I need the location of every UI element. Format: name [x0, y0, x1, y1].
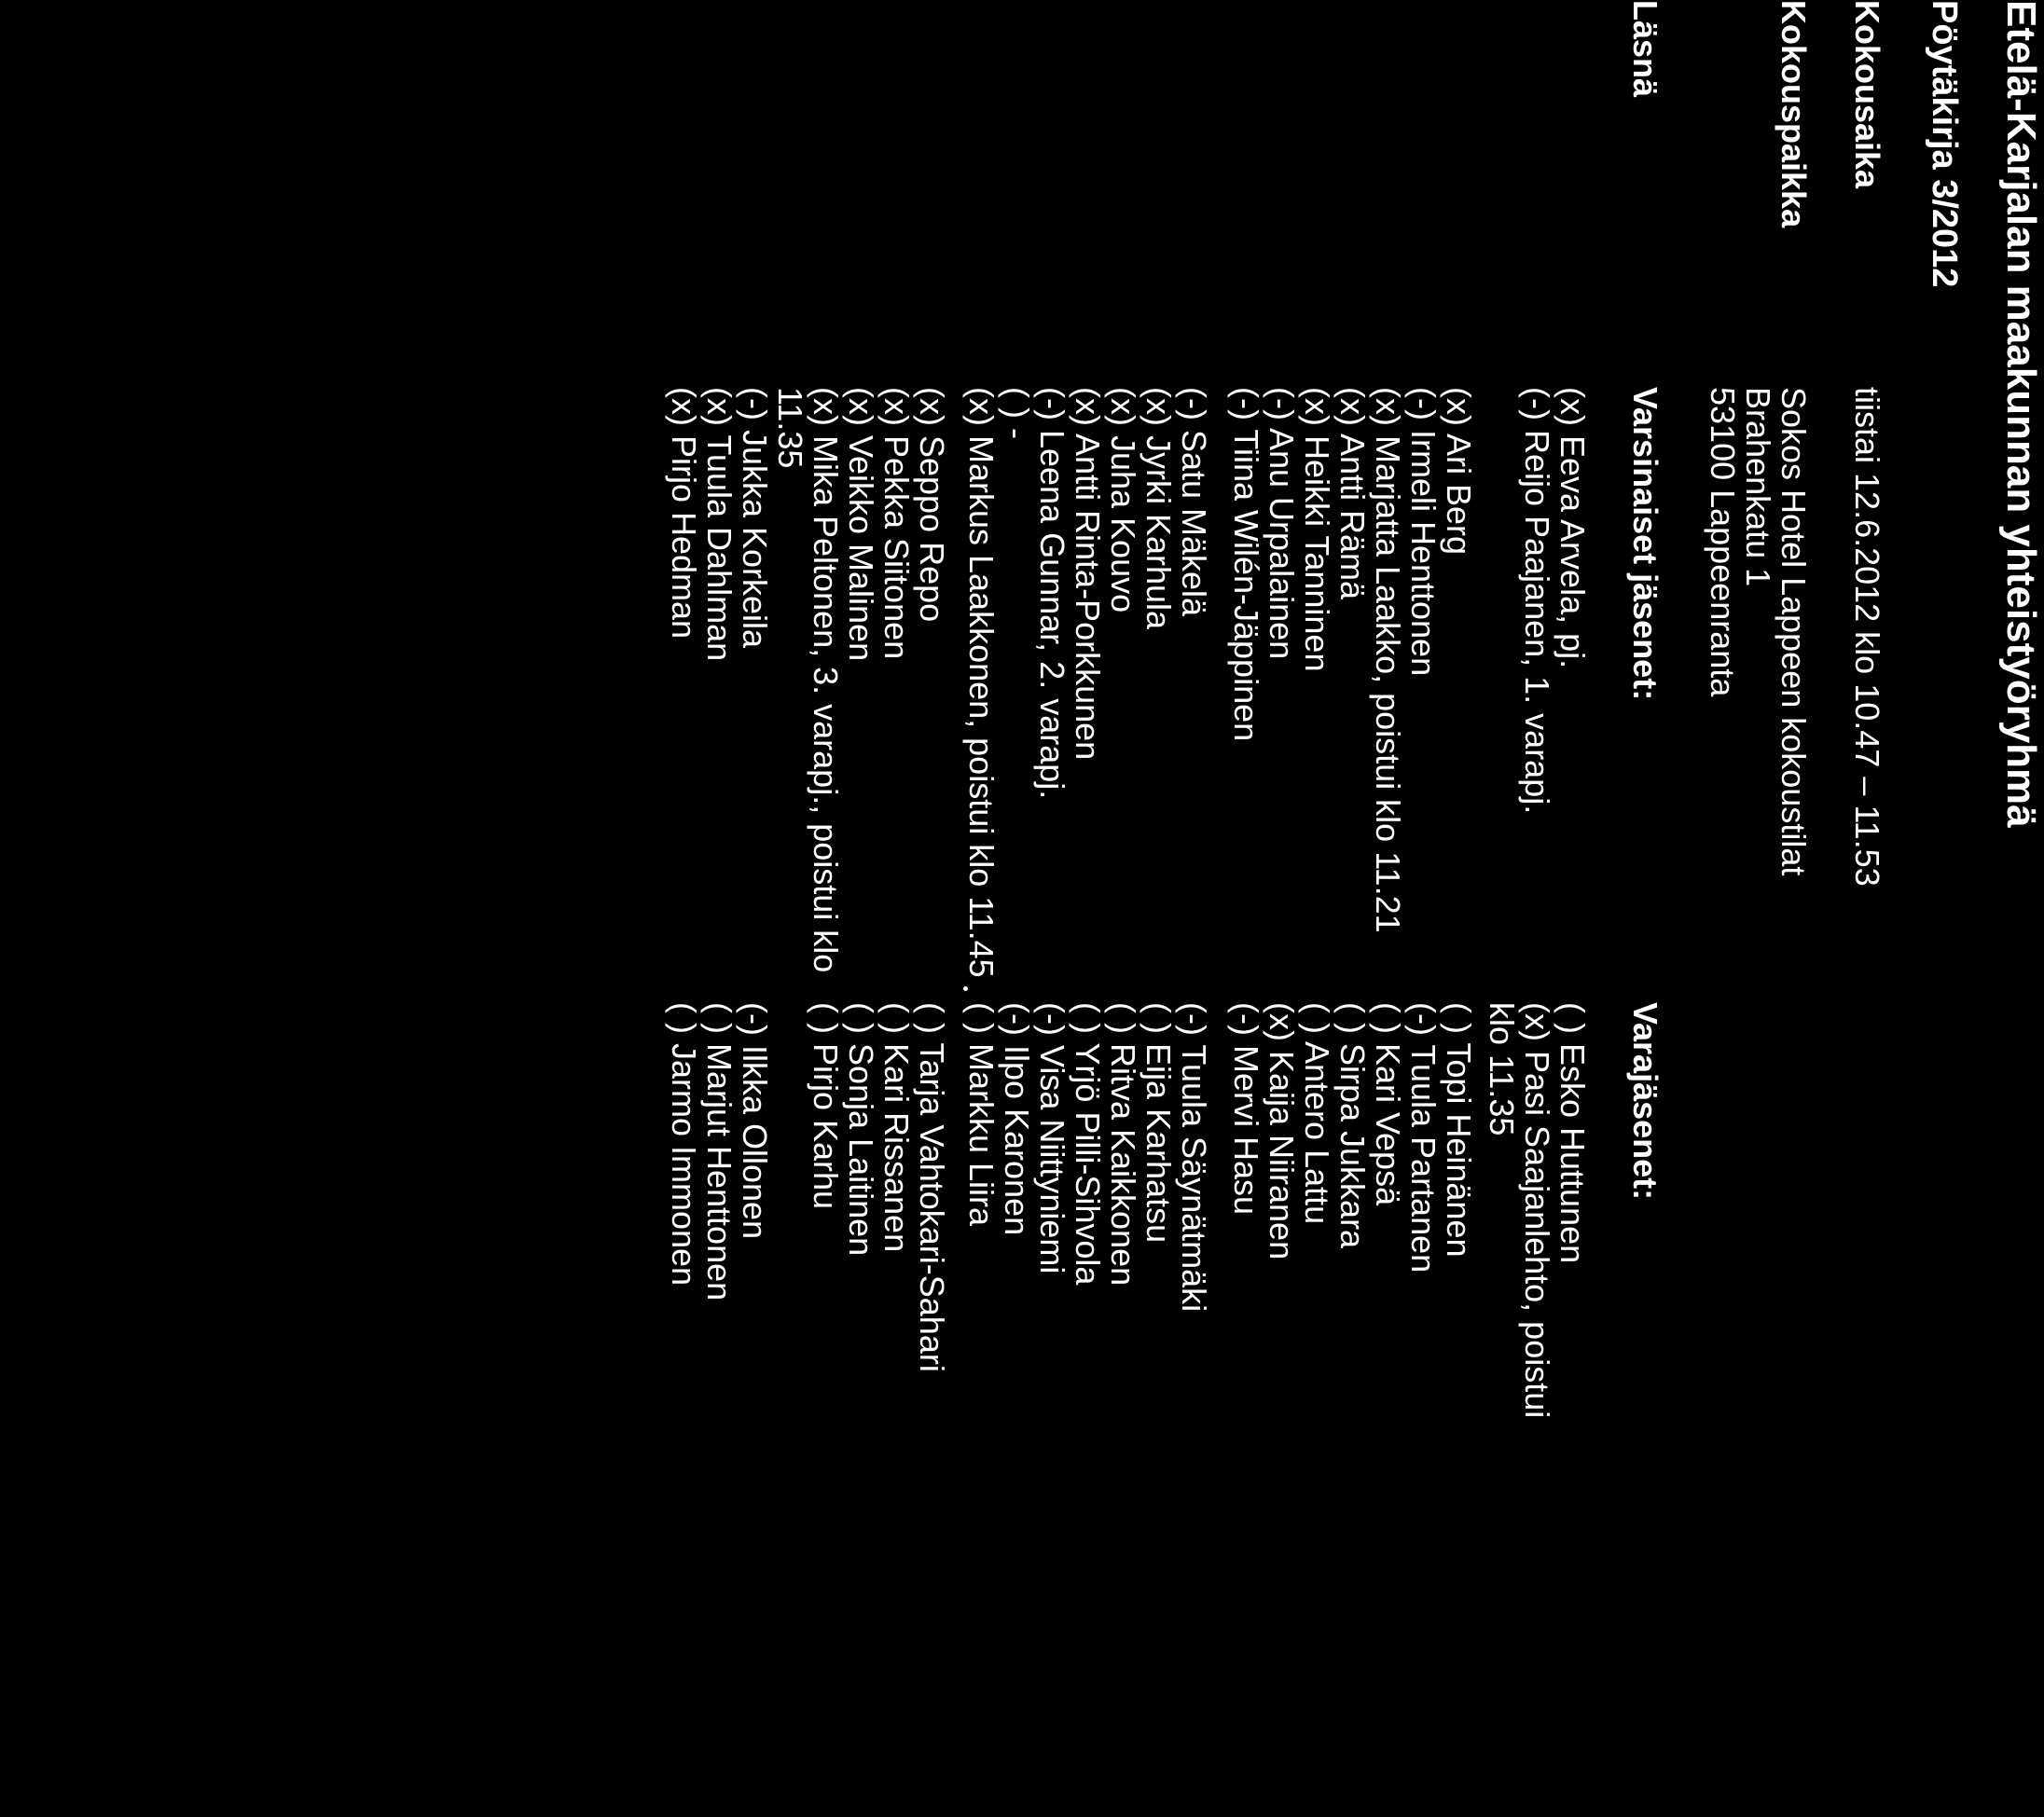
stray-dot: [963, 986, 968, 991]
list-item: ( ) Esko Huttunen: [1554, 1002, 1592, 1264]
list-item: (-) Jukka Korkeila: [736, 387, 774, 649]
organization-title: Etelä-Karjalan maakunnan yhteistyöryhmä: [1998, 0, 2044, 828]
members-group-2: [1228, 387, 1476, 933]
list-item: (x) Antti Rinta-Porkkunen: [1069, 387, 1107, 761]
list-item: ( ) Tarja Vahtokari-Sahari: [913, 1002, 951, 1372]
attendance-label: Läsnä: [1626, 0, 1664, 98]
list-item: ( ) Sirpa Jukkara: [1333, 1002, 1372, 1249]
list-item: (-) Reijo Paajanen, 1. varapj.: [1518, 387, 1556, 815]
list-item: (x) Mika Peltonen, 3. varapj., poistui klo: [807, 387, 845, 973]
list-item: (-) Mervi Hasu: [1227, 1002, 1265, 1216]
list-item: (-) Visa Niittyniemi: [1033, 1002, 1071, 1274]
list-item: ( ) Yrjö Pilli-Sihvola: [1069, 1002, 1107, 1286]
list-item: ( ) Antero Lattu: [1298, 1002, 1336, 1225]
meeting-time-label: Kokousaika: [1848, 0, 1886, 189]
list-item: (x) Juha Kouvo: [1104, 387, 1142, 613]
list-item: klo 11.35: [1483, 1002, 1521, 1136]
list-item: (x) Heikki Tanninen: [1298, 387, 1336, 672]
deputies-group-4: [666, 1002, 949, 1372]
list-item: (x) Pasi Saajanlehto, poistui: [1518, 1002, 1556, 1419]
meeting-place-label: Kokouspaikka: [1775, 0, 1813, 228]
list-item: (x) Antti Rämä: [1333, 387, 1372, 600]
list-item: ( ) Eija Karhatsu: [1139, 1002, 1178, 1244]
list-item: (-) Irmeli Henttonen: [1404, 387, 1443, 677]
list-item: ( ) -: [998, 387, 1036, 439]
list-item: (x) Marjatta Laakko, poistui klo 11.21: [1369, 387, 1407, 933]
meeting-time-value: tiistai 12.6.2012 klo 10.47 – 11.53: [1848, 387, 1886, 887]
members-header: Varsinaiset jäsenet:: [1626, 387, 1664, 701]
members-group-4: [666, 387, 949, 972]
list-item: (-) Tuula Partanen: [1404, 1002, 1443, 1273]
list-item: ( ) Pirjo Karhu: [807, 1002, 845, 1210]
list-item: (x) Seppo Repo: [913, 387, 951, 623]
address-line: Sokos Hotel Lappeen kokoustilat: [1775, 387, 1813, 876]
list-item: (x) Kaija Niiranen: [1263, 1002, 1301, 1260]
list-item: ( ) Marjut Henttonen: [700, 1002, 739, 1301]
deputies-group-1: [1484, 1002, 1590, 1418]
list-item: ( ) Ritva Kaikkonen: [1104, 1002, 1142, 1287]
list-item: ( ) Jarmo Immonen: [665, 1002, 703, 1287]
list-item: ( ) Sonja Laitinen: [842, 1002, 880, 1257]
list-item: ( ) Topi Heinänen: [1440, 1002, 1478, 1258]
deputies-group-3: [963, 1002, 1211, 1312]
list-item: (x) Tuula Dahlman: [700, 387, 739, 662]
list-item: (x) Pirjo Hedman: [665, 387, 703, 640]
deputies-group-2: [1228, 1002, 1476, 1273]
address-line: Brahenkatu 1: [1739, 387, 1777, 587]
list-item: (x) Eeva Arvela, pj.: [1554, 387, 1592, 669]
address-line: 53100 Lappeenranta: [1704, 387, 1742, 697]
list-item: (x) Pekka Siitonen: [877, 387, 916, 660]
list-item: (-) Leena Gunnar, 2. varapj.: [1033, 387, 1071, 800]
list-item: ( ) Markku Liira: [962, 1002, 1001, 1227]
list-item: (-) Tiina Wilén-Jäppinen: [1227, 387, 1265, 742]
list-item: (-) Satu Mäkelä: [1175, 387, 1213, 617]
deputies-header: Varajäsenet:: [1626, 1002, 1664, 1201]
list-item: (-) Anu Urpalainen: [1263, 387, 1301, 660]
list-item: ( ) Kari Rissanen: [877, 1002, 916, 1253]
list-item: (x) Ari Berg: [1440, 387, 1478, 556]
meeting-place-address: [1705, 387, 1811, 875]
list-item: (x) Veikko Malinen: [842, 387, 880, 662]
members-group-1: [1519, 387, 1590, 814]
list-item: (-) Ilkka Ollonen: [736, 1002, 774, 1240]
members-group-3: [963, 387, 1211, 978]
list-item: [772, 1002, 808, 1372]
list-item: (x) Markus Laakkonen, poistui klo 11.45: [962, 387, 1001, 978]
list-item: (-) Tuula Säynätmäki: [1175, 1002, 1213, 1313]
minutes-title: Pöytäkirja 3/2012: [1925, 0, 1964, 288]
list-item: ( ) Kari Vepsä: [1369, 1002, 1407, 1206]
list-item: (x) Jyrki Karhula: [1139, 387, 1178, 630]
list-item: (-) Ilpo Karonen: [998, 1002, 1036, 1236]
list-item: 11.35: [771, 387, 809, 469]
